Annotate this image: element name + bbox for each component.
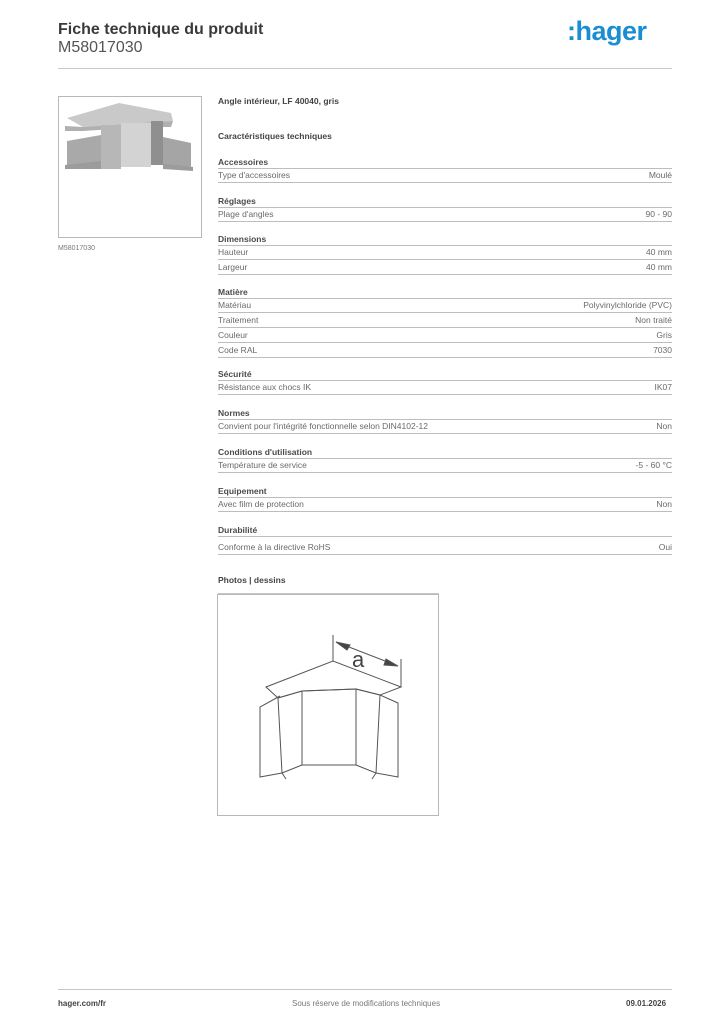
spec-label: Résistance aux chocs IK [218, 381, 312, 392]
spec-label: Traitement [218, 314, 259, 325]
photos-section-title: Photos | dessins [218, 575, 286, 585]
footer-disclaimer: Sous réserve de modifications techniques [292, 999, 441, 1008]
spec-value: 7030 [653, 344, 672, 355]
spec-value: 40 mm [646, 261, 672, 272]
document-title: Fiche technique du produit [58, 21, 264, 38]
spec-value: Gris [656, 329, 672, 340]
spec-row [218, 328, 672, 343]
product-name: Angle intérieur, LF 40040, gris [218, 96, 339, 106]
technical-drawing-icon [218, 595, 438, 815]
spec-label: Hauteur [218, 246, 249, 257]
group-title-reglages: Réglages [218, 196, 672, 208]
section-title-technical: Caractéristiques techniques [218, 131, 332, 141]
spec-row [218, 245, 672, 260]
spec-label: Type d'accessoires [218, 169, 291, 180]
group-title-normes: Normes [218, 408, 672, 420]
spec-row [218, 380, 672, 395]
hager-logo: :hager [567, 16, 647, 46]
technical-drawing [217, 594, 439, 816]
spec-value: Moulé [648, 169, 672, 180]
spec-value: 40 mm [646, 246, 672, 257]
header-divider [58, 68, 672, 69]
footer-date: 09.01.2026 [626, 999, 667, 1008]
group-title-dimensions: Dimensions [218, 234, 672, 246]
group-title-conditions: Conditions d'utilisation [218, 447, 672, 459]
product-photo-caption: M58017030 [58, 245, 95, 252]
product-photo-icon [59, 97, 201, 237]
footer-divider [58, 989, 672, 990]
spec-row [218, 298, 672, 313]
spec-label: Plage d'angles [218, 208, 274, 219]
group-title-securite: Sécurité [218, 369, 672, 381]
spec-label: Avec film de protection [218, 498, 304, 509]
spec-label: Code RAL [218, 344, 258, 355]
group-title-equipement: Equipement [218, 486, 672, 498]
spec-value: IK07 [654, 381, 672, 392]
spec-value: 90 - 90 [645, 208, 672, 219]
product-code: M58017030 [58, 39, 143, 56]
spec-label: Largeur [218, 261, 248, 272]
spec-row [218, 540, 672, 555]
spec-value: Oui [658, 541, 672, 552]
spec-row [218, 419, 672, 434]
footer-website-link[interactable]: hager.com/fr [58, 999, 107, 1008]
spec-row [218, 260, 672, 275]
spec-value: Non traité [635, 314, 672, 325]
spec-label: Matériau [218, 299, 252, 310]
spec-label: Température de service [218, 459, 307, 470]
product-photo [58, 96, 202, 238]
spec-value: Non [656, 498, 672, 509]
group-title-durabilite: Durabilité [218, 525, 672, 537]
svg-text:a: a [352, 647, 365, 672]
spec-label: Convient pour l'intégrité fonctionnelle selon DIN4102-12 [218, 420, 429, 431]
spec-row [218, 497, 672, 512]
spec-row [218, 458, 672, 473]
spec-label: Conforme à la directive RoHS [218, 541, 331, 552]
spec-value: Polyvinylchloride (PVC) [583, 299, 672, 310]
group-title-matiere: Matière [218, 287, 672, 299]
spec-label: Couleur [218, 329, 248, 340]
group-title-accessoires: Accessoires [218, 157, 672, 169]
spec-value: -5 - 60 °C [635, 459, 672, 470]
spec-row [218, 207, 672, 222]
spec-row [218, 168, 672, 183]
spec-row [218, 313, 672, 328]
spec-row [218, 343, 672, 358]
spec-value: Non [656, 420, 672, 431]
